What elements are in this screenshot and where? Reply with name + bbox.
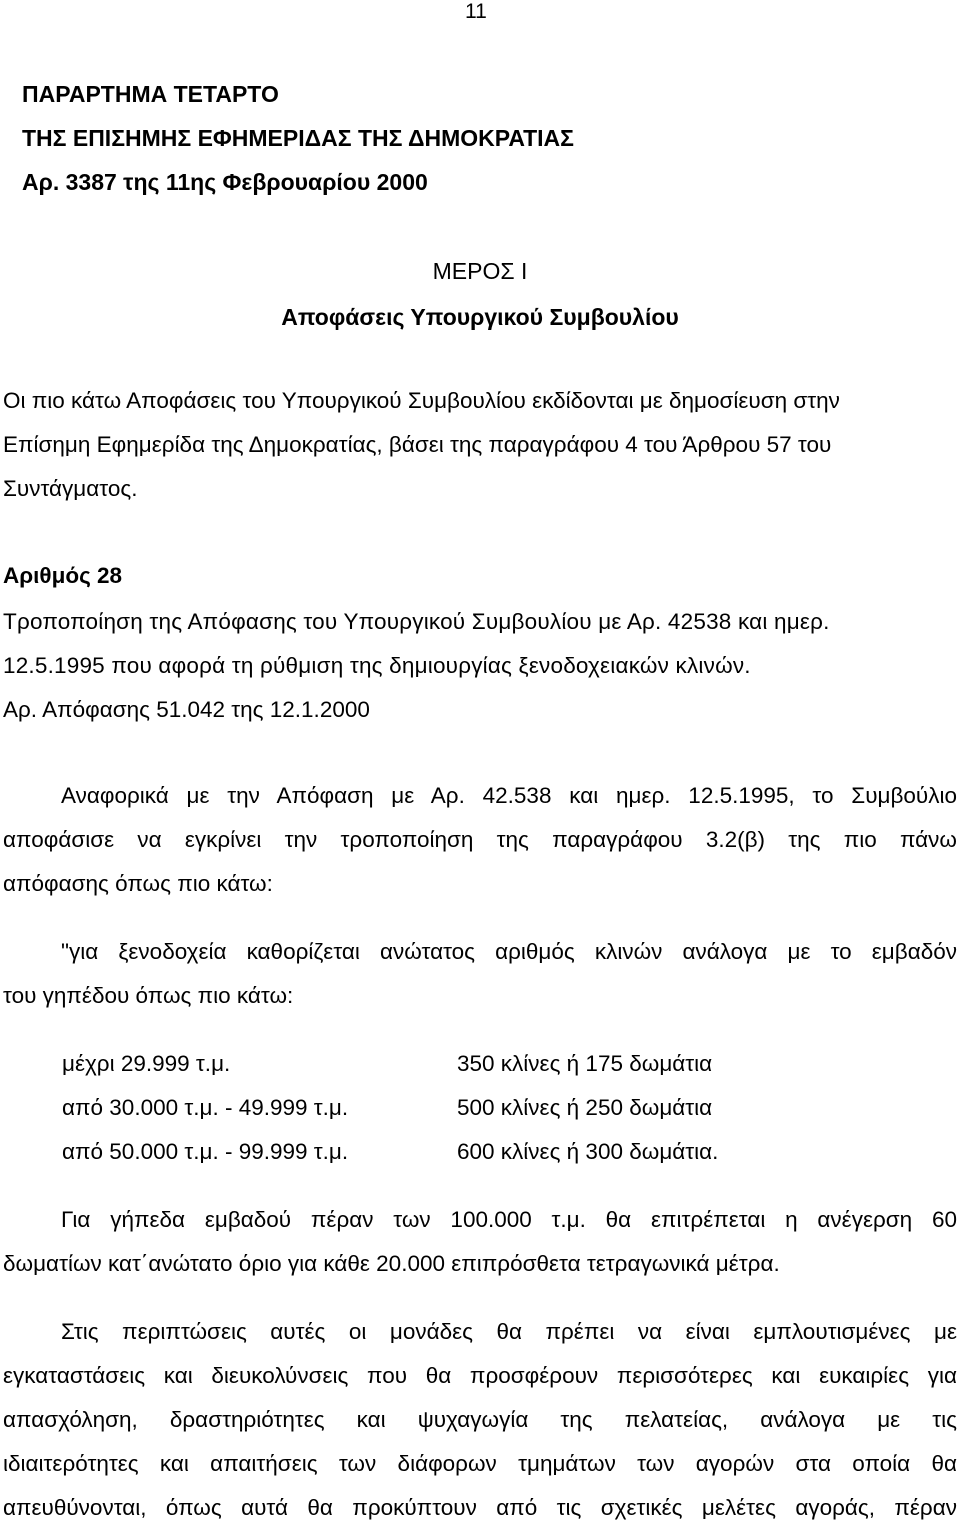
bed-count: 500 κλίνες ή 250 δωμάτια: [457, 1095, 713, 1120]
header-issue: Αρ. 3387 της 11ης Φεβρουαρίου 2000: [22, 169, 428, 195]
page-number: 11: [465, 0, 487, 23]
decision-title-line: 12.5.1995 που αφορά τη ρύθμιση της δημιουργίας ξενοδοχειακών κλινών.: [3, 653, 751, 678]
bed-count: 600 κλίνες ή 300 δωμάτια.: [457, 1139, 719, 1164]
cases-line: εγκαταστάσεις και διευκολύνσεις που θα προσφέρουν περισσότερες και ευκαιρίες για: [3, 1363, 957, 1388]
decision-title: [3, 600, 830, 688]
referral-line: απόφασης όπως πιο κάτω:: [3, 871, 273, 896]
plot-area: από 50.000 τ.μ. - 99.999 τ.μ.: [62, 1139, 349, 1164]
plot-area: από 30.000 τ.μ. - 49.999 τ.μ.: [62, 1095, 349, 1120]
header-gazette: ΤΗΣ ΕΠΙΣΗΜΗΣ ΕΦΗΜΕΡΙΔΑΣ ΤΗΣ ΔΗΜΟΚΡΑΤΙΑΣ: [22, 125, 574, 151]
bed-limits-table: [62, 1042, 862, 1174]
quote-line: "για ξενοδοχεία καθορίζεται ανώτατος αριθμός κλινών ανάλογα με το εμβαδόν: [61, 939, 957, 964]
decision-reference: Αρ. Απόφασης 51.042 της 12.1.2000: [3, 697, 370, 722]
intro-paragraph: [3, 379, 957, 511]
cases-line: ιδιαιτερότητες και απαιτήσεις των διάφορων τμημάτων των αγορών στα οποία θα: [3, 1451, 957, 1476]
cases-line: απευθύνονται, όπως αυτά θα προκύπτουν από τις σχετικές μελέτες αγοράς, πέραν: [3, 1495, 957, 1520]
referral-line: αποφάσισε να εγκρίνει την τροποποίηση της παραγράφου 3.2(β) της πιο πάνω: [3, 827, 957, 852]
referral-paragraph: [3, 774, 957, 906]
gazette-header: [22, 72, 574, 204]
part-title: ΜΕΡΟΣ Ι: [432, 258, 528, 284]
extra-line: Για γήπεδα εμβαδού πέραν των 100.000 τ.μ. θα επιτρέπεται η ανέγερση 60: [61, 1207, 957, 1232]
intro-line: Συντάγματος.: [3, 476, 138, 501]
bed-count: 350 κλίνες ή 175 δωμάτια: [457, 1051, 713, 1076]
quote-line: του γηπέδου όπως πιο κάτω:: [3, 983, 294, 1008]
bed-limit-row: [62, 1130, 862, 1174]
cases-line: Στις περιπτώσεις αυτές οι μονάδες θα πρέπει να είναι εμπλουτισμένες με: [61, 1319, 957, 1344]
cases-paragraph: [3, 1310, 957, 1530]
intro-line: Επίσημη Εφημερίδα της Δημοκρατίας, βάσει της παραγράφου 4 του Άρθρου 57 του: [3, 432, 832, 457]
intro-line: Οι πιο κάτω Αποφάσεις του Υπουργικού Συμβουλίου εκδίδονται με δημοσίευση στην: [3, 388, 840, 413]
plot-area: μέχρι 29.999 τ.μ.: [62, 1051, 231, 1076]
decision-number: Αριθμός 28: [3, 563, 123, 588]
part-heading: [0, 248, 960, 340]
cases-line: απασχόληση, δραστηριότητες και ψυχαγωγία της πελατείας, ανάλογα με τις: [3, 1407, 957, 1432]
decision-title-line: Τροποποίηση της Απόφασης του Υπουργικού Συμβουλίου με Αρ. 42538 και ημερ.: [3, 609, 830, 634]
quote-paragraph: [3, 930, 957, 1018]
bed-limit-row: [62, 1042, 862, 1086]
referral-line: Αναφορικά με την Απόφαση με Αρ. 42.538 και ημερ. 12.5.1995, το Συμβούλιο: [61, 783, 957, 808]
extra-plots-paragraph: [3, 1198, 957, 1286]
header-annex: ΠΑΡΑΡΤΗΜΑ ΤΕΤΑΡΤΟ: [22, 81, 279, 107]
part-subtitle: Αποφάσεις Υπουργικού Συμβουλίου: [281, 304, 679, 330]
extra-line: δωματίων κατ΄ανώτατο όριο για κάθε 20.000 επιπρόσθετα τετραγωνικά μέτρα.: [3, 1251, 780, 1276]
bed-limit-row: [62, 1086, 862, 1130]
